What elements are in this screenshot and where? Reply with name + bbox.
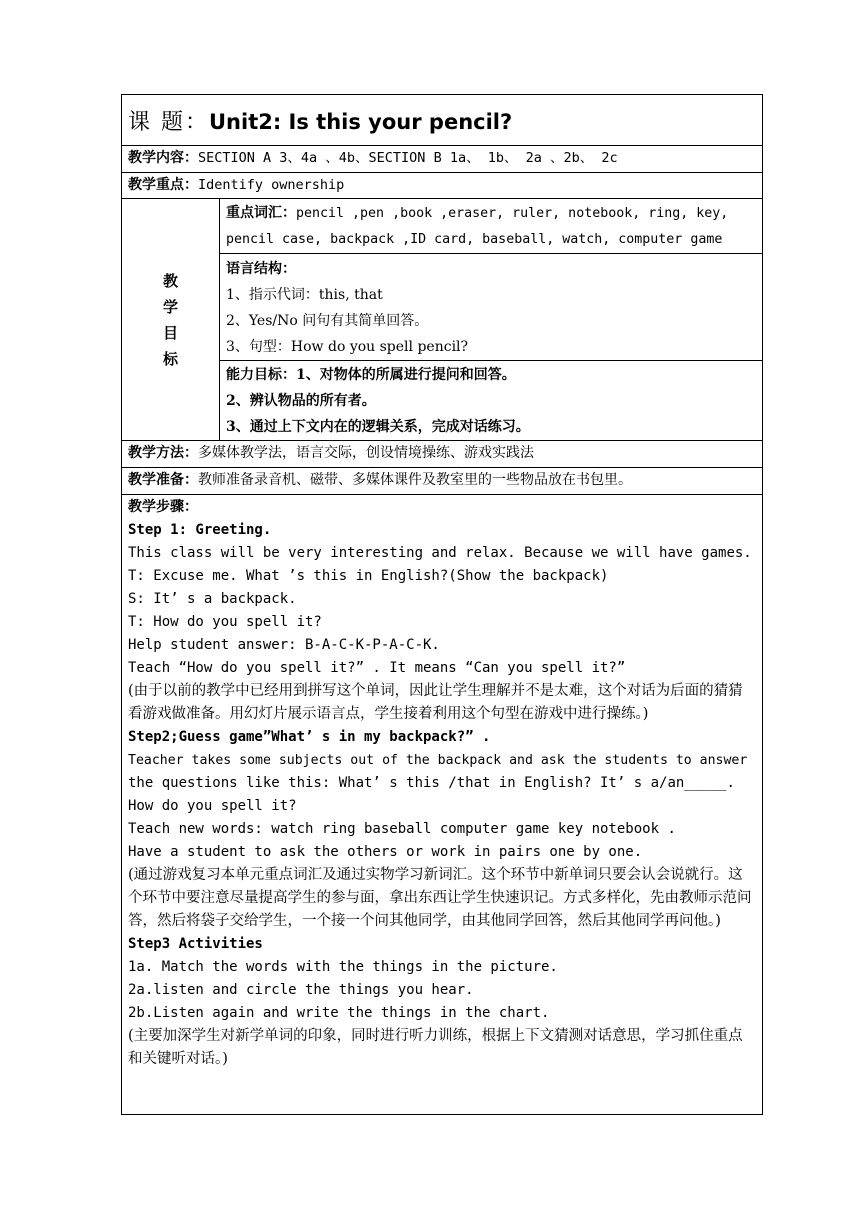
language-cell [220,254,763,361]
step1-line-4: T: How do you spell it? [128,614,322,630]
language-label: 语言结构： [226,261,296,277]
step2-line-4: Teach new words: watch ring baseball computer game key notebook . [128,821,676,837]
prep-value: 教师准备录音机、磁带、多媒体课件及教室里的一些物品放在书包里。 [198,472,632,488]
content-value: SECTION A 3、4a 、4b、SECTION B 1a、 1b、 2a 、2b、 2c [198,150,618,166]
ability-line-1: 能力目标：1、对物体的所属进行提问和回答。 [226,367,516,383]
focus-cell [122,173,763,199]
vocab-row [122,199,763,254]
focus-row [122,173,763,199]
step3-line-3: 2b.Listen again and write the things in the chart. [128,1005,550,1021]
method-row [122,441,763,468]
vocab-cell [220,199,763,254]
objectives-char-1: 教 [162,271,178,290]
step2-line-2: the questions like this: What’ s this /that in English? It’ s a/an_____. [128,775,735,791]
step1-line-6: Teach “How do you spell it?” . It means “Can you spell it?” [128,660,626,676]
step1-heading: Step 1: Greeting. [128,522,272,538]
step2-line-5: Have a student to ask the others or work in pairs one by one. [128,844,643,860]
focus-value: Identify ownership [198,177,345,193]
prep-cell [122,468,763,495]
content-cell [122,146,763,173]
title-row [122,95,763,146]
language-item-3: 3、句型：How do you spell pencil? [226,339,469,355]
step1-line-5: Help student answer: B-A-C-K-P-A-C-K. [128,637,440,653]
ability-line-2: 2、辨认物品的所有者。 [226,393,376,409]
steps-cell [122,495,763,1115]
ability-cell [220,361,763,441]
title-cell [122,95,763,146]
step2-line-1: Teacher takes some subjects out of the backpack and ask the students to answer [128,753,748,768]
focus-label: 教学重点： [128,177,198,193]
method-label: 教学方法： [128,445,198,461]
step3-heading: Step3 Activities [128,936,263,952]
steps-row [122,495,763,1115]
prep-row [122,468,763,495]
objectives-char-3: 目 [162,323,178,342]
vocab-line-2: pencil case, backpack ,ID card, baseball, watch, computer game [226,232,723,247]
steps-label: 教学步骤： [128,499,198,515]
step1-line-2: T: Excuse me. What ’s this in English?(Show the backpack) [128,568,609,584]
step3-line-1: 1a. Match the words with the things in the picture. [128,959,558,975]
vocab-label: 重点词汇： [226,205,296,221]
step2-line-3: How do you spell it? [128,798,297,814]
content-label: 教学内容： [128,150,198,166]
title-label: 课 题： [128,109,209,135]
method-value: 多媒体教学法，语言交际，创设情境操练、游戏实践法 [198,445,534,461]
prep-label: 教学准备： [128,472,198,488]
ability-line-3: 3、通过上下文内在的逻辑关系，完成对话练习。 [226,419,530,435]
language-item-1: 1、指示代词：this, that [226,287,383,303]
objectives-char-4: 标 [162,349,178,368]
step1-line-3: S: It’ s a backpack. [128,591,297,607]
language-item-2: 2、Yes/No 问句有其简单回答。 [226,313,429,329]
step1-note: (由于以前的教学中已经用到拼写这个单词，因此让学生理解并不是太难，这个对话为后面的猜猜看游戏做准备。用幻灯片展示语言点，学生接着利用这个句型在游戏中进行操练。) [128,683,743,722]
step3-line-2: 2a.listen and circle the things you hear. [128,982,474,998]
objectives-char-2: 学 [162,297,178,316]
objectives-label [122,199,220,441]
step2-note: (通过游戏复习本单元重点词汇及通过实物学习新词汇。这个环节中新单词只要会认会说就行。这个环节中要注意尽量提高学生的参与面，拿出东西让学生快速识记。方式多样化，先由教师示范问答，然后将袋子交给学生，一个接一个问其他同学，由其他同学回答，然后其他同学再问他。) [128,867,752,929]
step2-heading: Step2;Guess game”What’ s in my backpack?” . [128,729,491,745]
content-row [122,146,763,173]
method-cell [122,441,763,468]
lesson-plan-table [121,94,763,1115]
vocab-line-1: pencil ,pen ,book ,eraser, ruler, notebook, ring, key, [296,206,729,221]
step1-line-1: This class will be very interesting and relax. Because we will have games. [128,545,752,561]
unit-title: Unit2: Is this your pencil? [209,109,513,134]
step3-note: (主要加深学生对新学单词的印象，同时进行听力训练，根据上下文猜测对话意思，学习抓住重点和关键听对话。) [128,1028,743,1067]
